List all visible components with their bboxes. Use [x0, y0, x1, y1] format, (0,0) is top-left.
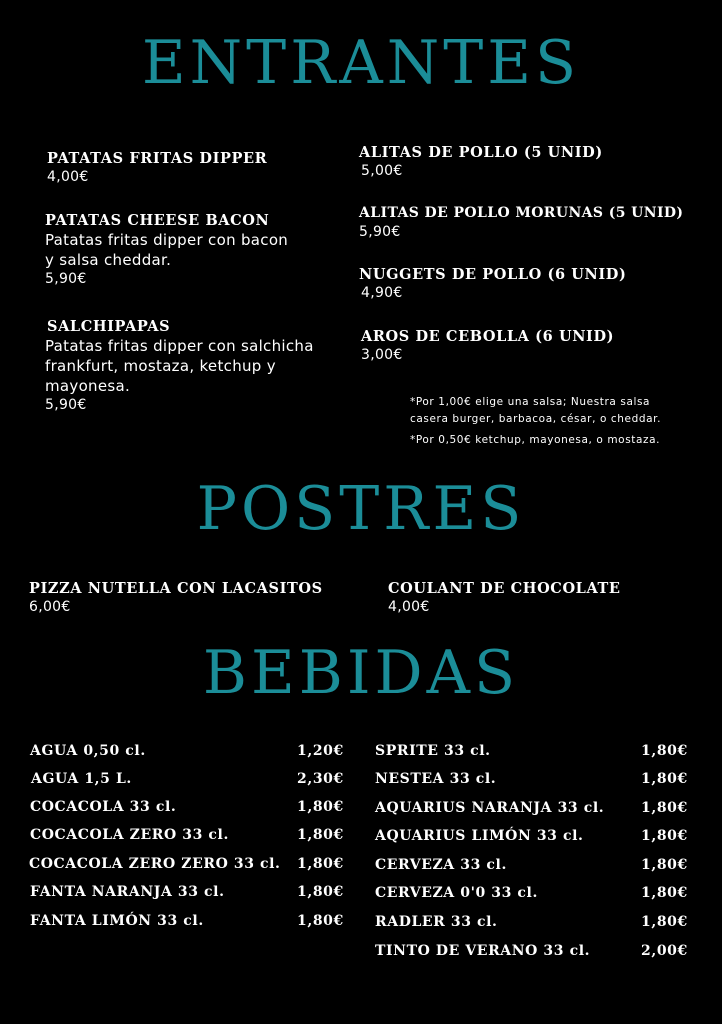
drink-price: 1,80€: [297, 913, 344, 929]
item-description: frankfurt, mostaza, ketchup y: [45, 357, 276, 375]
menu-item: [359, 265, 626, 303]
item-price: 6,00€: [29, 599, 71, 615]
item-price: 5,90€: [359, 224, 401, 240]
menu-item: [47, 149, 267, 187]
drink-name: SPRITE 33 cl.: [375, 743, 491, 759]
drink-price: 1,80€: [297, 827, 344, 843]
note-line: casera burger, barbacoa, césar, o cheddar.: [410, 413, 662, 425]
drink-price: 1,80€: [641, 771, 688, 787]
drink-name: CERVEZA 33 cl.: [375, 857, 507, 873]
drink-name: CERVEZA 0'0 33 cl.: [375, 885, 538, 901]
drink-price: 1,80€: [297, 884, 344, 900]
item-name: NUGGETS DE POLLO (6 UNID): [359, 266, 627, 283]
drink-name: FANTA NARANJA 33 cl.: [30, 884, 225, 900]
menu-item: [45, 317, 314, 415]
drink-row: [375, 771, 686, 787]
drink-price: 1,80€: [641, 743, 688, 759]
drink-row: [375, 828, 686, 844]
item-price: 3,00€: [361, 347, 403, 363]
item-price: 4,00€: [388, 599, 430, 615]
menu-item: [359, 143, 603, 181]
drink-row: [29, 856, 344, 872]
sauce-note: [410, 394, 661, 449]
item-price: 4,90€: [361, 285, 403, 301]
item-name: AROS DE CEBOLLA (6 UNID): [361, 328, 615, 345]
drink-price: 1,20€: [297, 743, 344, 759]
drink-row: [375, 800, 686, 816]
item-name: ALITAS DE POLLO MORUNAS (5 UNID): [359, 205, 684, 221]
note-line: *Por 0,50€ ketchup, mayonesa, o mostaza.: [410, 434, 661, 446]
drink-name: TINTO DE VERANO 33 cl.: [375, 943, 591, 959]
drink-row: [375, 943, 686, 959]
drink-price: 1,80€: [641, 885, 688, 901]
drink-row: [30, 743, 344, 759]
item-name: ALITAS DE POLLO (5 UNID): [359, 144, 603, 161]
item-price: 5,00€: [361, 163, 403, 179]
drink-name: FANTA LIMÓN 33 cl.: [30, 913, 204, 929]
entrantes-heading: ENTRANTES: [141, 28, 581, 98]
item-price: 4,00€: [47, 169, 89, 185]
drink-name: AQUARIUS LIMÓN 33 cl.: [375, 828, 584, 844]
menu-item: [388, 579, 621, 617]
item-name: PIZZA NUTELLA CON LACASITOS: [29, 580, 323, 597]
drink-price: 1,80€: [297, 799, 344, 815]
item-description: Patatas fritas dipper con bacon: [45, 231, 289, 249]
drink-row: [30, 913, 344, 929]
postres-heading: POSTRES: [196, 474, 526, 544]
drink-row: [375, 885, 686, 901]
drink-price: 1,80€: [641, 857, 688, 873]
item-description: mayonesa.: [45, 377, 131, 395]
item-price: 5,90€: [45, 271, 87, 287]
drink-name: COCACOLA ZERO ZERO 33 cl.: [29, 856, 281, 872]
item-name: COULANT DE CHOCOLATE: [388, 580, 621, 597]
drink-row: [375, 743, 686, 759]
drink-row: [31, 771, 342, 787]
bebidas-heading: BEBIDAS: [202, 638, 520, 708]
menu-item: [29, 579, 323, 617]
item-description: y salsa cheddar.: [45, 251, 172, 269]
drink-name: AQUARIUS NARANJA 33 cl.: [375, 800, 605, 816]
item-price: 5,90€: [45, 397, 87, 413]
drink-row: [30, 884, 344, 900]
drink-name: AGUA 0,50 cl.: [30, 743, 146, 759]
drink-price: 1,80€: [641, 828, 688, 844]
drink-price: 2,30€: [297, 771, 344, 787]
item-name: SALCHIPAPAS: [47, 318, 171, 335]
item-name: PATATAS CHEESE BACON: [45, 212, 270, 229]
item-name: PATATAS FRITAS DIPPER: [47, 150, 268, 167]
drink-row: [375, 857, 686, 873]
menu-item: [361, 327, 614, 365]
drink-row: [30, 799, 344, 815]
drink-name: NESTEA 33 cl.: [375, 771, 497, 787]
drink-name: RADLER 33 cl.: [375, 914, 498, 930]
drink-price: 2,00€: [641, 943, 688, 959]
drink-price: 1,80€: [641, 800, 688, 816]
drink-name: COCACOLA 33 cl.: [30, 799, 177, 815]
drink-name: AGUA 1,5 L.: [31, 771, 132, 787]
note-line: *Por 1,00€ elige una salsa; Nuestra salsa: [410, 396, 651, 408]
drink-row: [375, 914, 686, 930]
item-description: Patatas fritas dipper con salchicha: [45, 337, 314, 355]
menu-item: [359, 204, 683, 242]
drink-name: COCACOLA ZERO 33 cl.: [30, 827, 229, 843]
menu-item: [45, 211, 288, 289]
drink-price: 1,80€: [641, 914, 688, 930]
drink-row: [30, 827, 344, 843]
drink-price: 1,80€: [297, 856, 344, 872]
